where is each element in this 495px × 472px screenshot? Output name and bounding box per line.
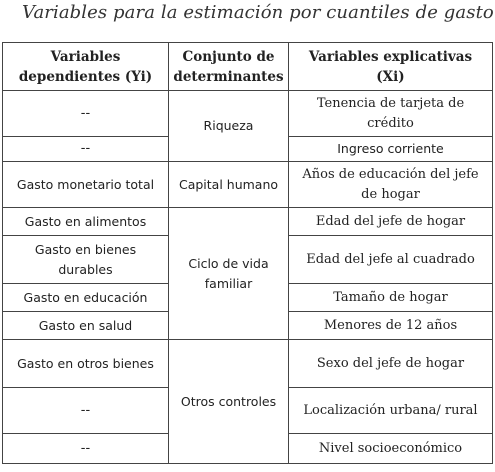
variables-table [2,42,493,464]
dependent-cell: Gasto en bienes durables [3,236,169,284]
dependent-cell: Gasto en alimentos [3,208,169,236]
table-row [3,91,493,137]
dependent-cell: Gasto en salud [3,312,169,340]
explanatory-cell: Sexo del jefe de hogar [289,340,493,388]
header-determinants: Conjunto de determinantes [169,43,289,91]
table-row [3,162,493,208]
explanatory-cell: Localización urbana/ rural [289,388,493,434]
explanatory-cell: Años de educación del jefe de hogar [289,162,493,208]
group-cell: Capital humano [169,162,289,208]
explanatory-cell: Menores de 12 años [289,312,493,340]
header-row [3,43,493,91]
dependent-cell: -- [3,434,169,464]
group-cell: Otros controles [169,340,289,464]
dependent-cell: -- [3,137,169,162]
table-row [3,340,493,388]
explanatory-cell: Tamaño de hogar [289,284,493,312]
explanatory-cell: Edad del jefe de hogar [289,208,493,236]
explanatory-cell: Edad del jefe al cuadrado [289,236,493,284]
explanatory-cell: Tenencia de tarjeta de crédito [289,91,493,137]
explanatory-cell: Nivel socioeconómico [289,434,493,464]
header-dependent: Variables dependientes (Yi) [3,43,169,91]
table-row [3,208,493,236]
dependent-cell: Gasto en otros bienes [3,340,169,388]
dependent-cell: Gasto en educación [3,284,169,312]
group-cell: Ciclo de vida familiar [169,208,289,340]
dependent-cell: -- [3,91,169,137]
explanatory-cell: Ingreso corriente [289,137,493,162]
dependent-cell: Gasto monetario total [3,162,169,208]
header-explanatory: Variables explicativas (Xi) [289,43,493,91]
dependent-cell: -- [3,388,169,434]
table-title: Variables para la estimación por cuantiles de gasto [22,2,494,23]
group-cell: Riqueza [169,91,289,162]
